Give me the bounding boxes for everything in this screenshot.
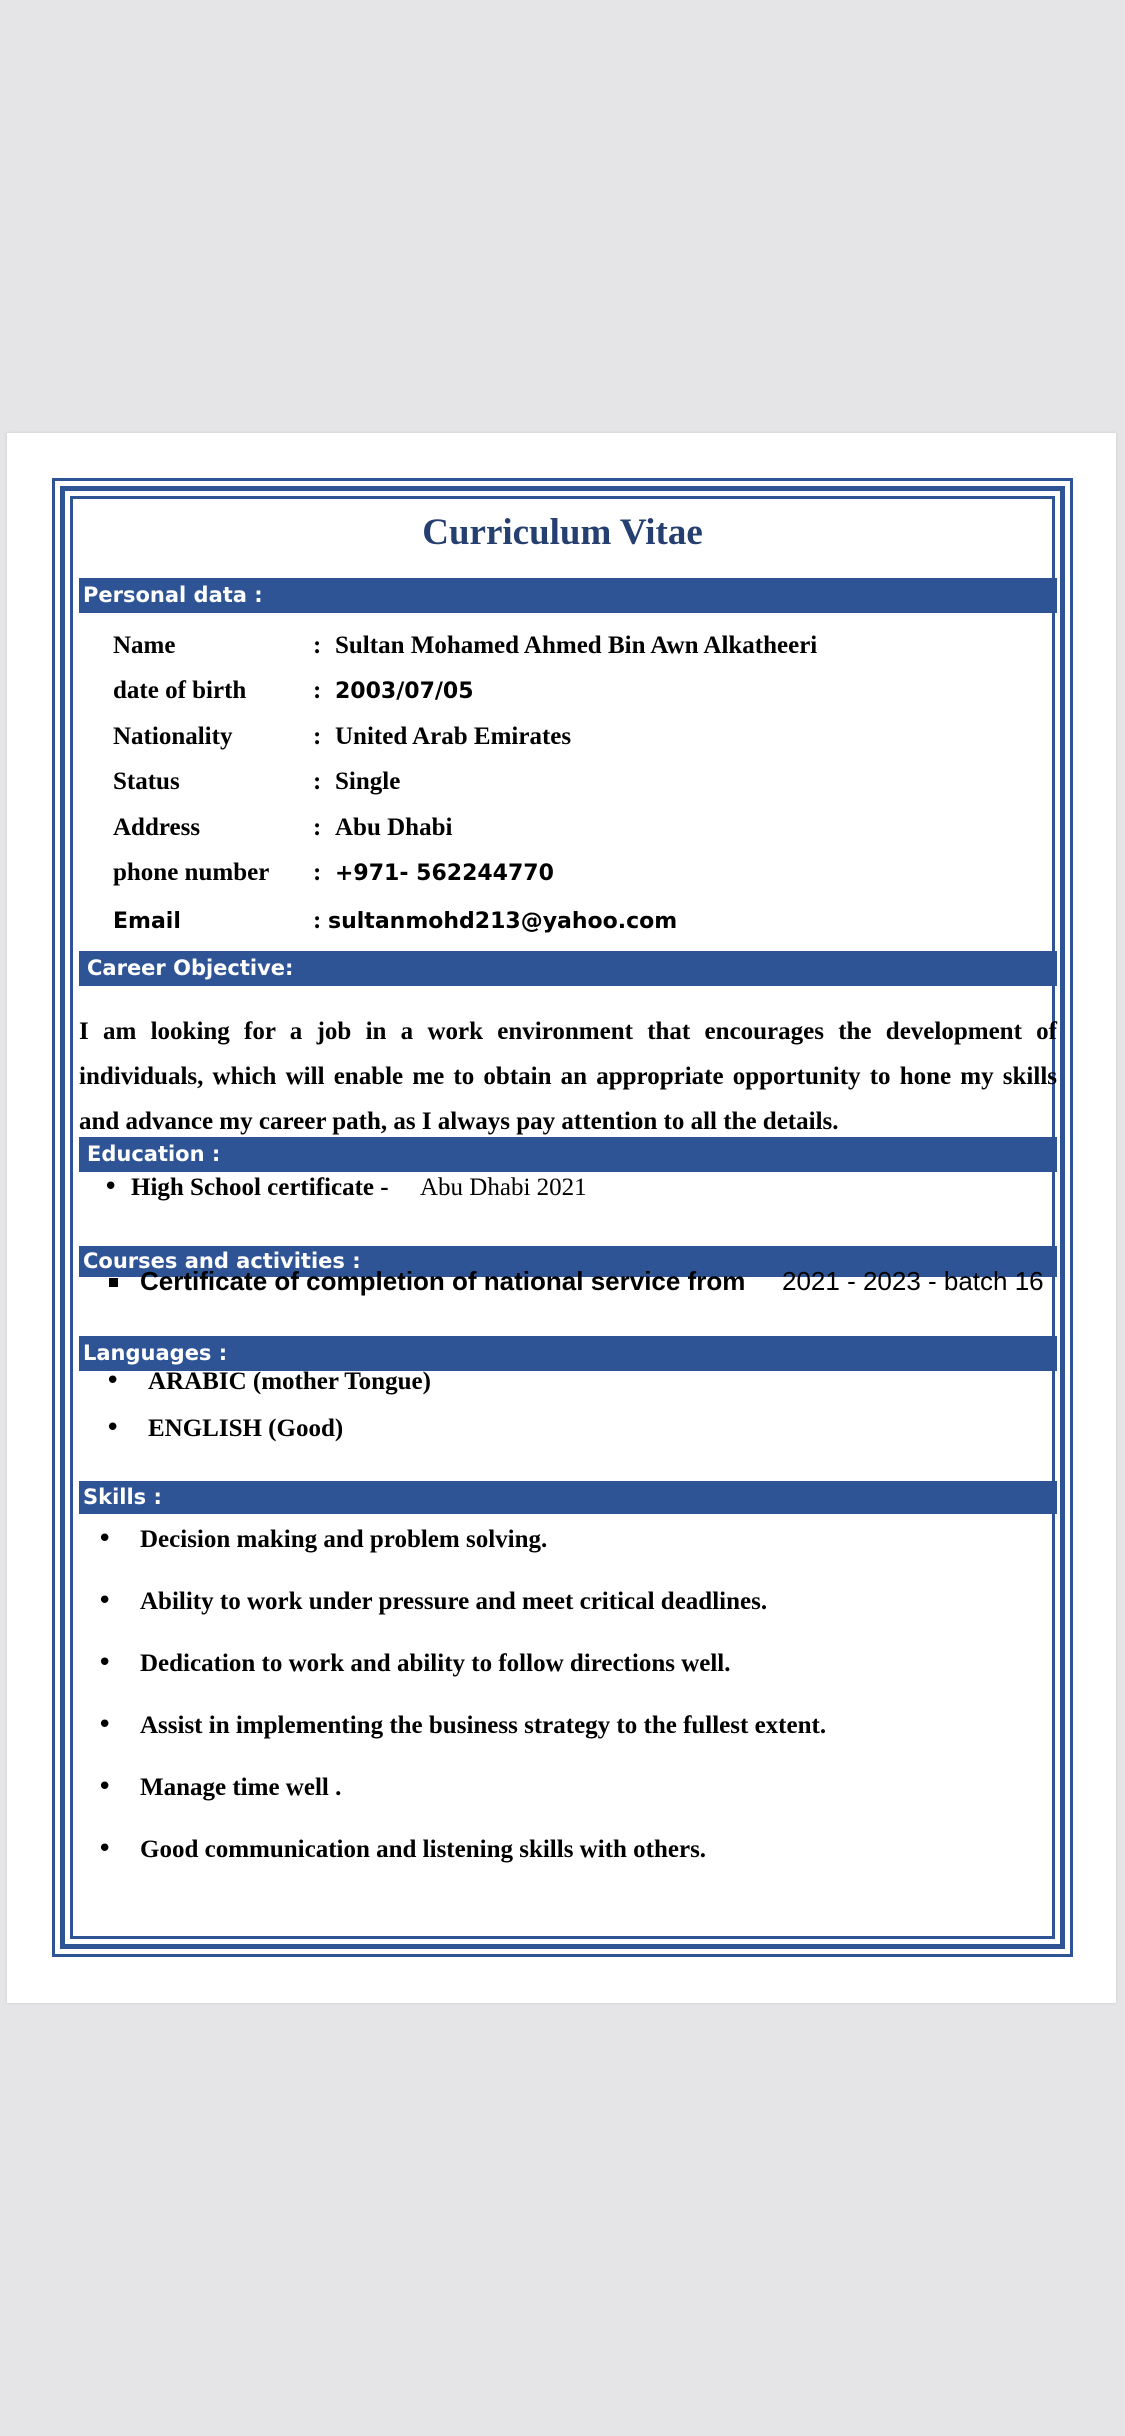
bullet-icon: • <box>105 1413 121 1443</box>
personal-label-status: Status <box>113 768 180 795</box>
section-header-career-objective: Career Objective: <box>79 951 1057 986</box>
skill-item: Good communication and listening skills with others. <box>140 1836 707 1863</box>
personal-label-nationality: Nationality <box>113 723 233 750</box>
bullet-icon: • <box>97 1586 113 1616</box>
colon: : <box>313 768 322 795</box>
personal-label-name: Name <box>113 632 176 659</box>
personal-value-email: sultanmohd213@yahoo.com <box>328 909 678 934</box>
cv-content <box>73 499 1057 1936</box>
personal-value-phone: +971- 562244770 <box>335 861 554 886</box>
skill-item: Dedication to work and ability to follow directions well. <box>140 1650 731 1677</box>
colon: : <box>313 814 322 841</box>
section-header-courses: Courses and activities : <box>79 1246 1057 1277</box>
bullet-icon: • <box>97 1648 113 1678</box>
skill-item: Assist in implementing the business strategy to the fullest extent. <box>140 1712 827 1739</box>
colon: : <box>313 677 322 704</box>
personal-value-nationality: United Arab Emirates <box>335 723 572 750</box>
personal-label-address: Address <box>113 814 201 841</box>
bullet-icon: • <box>105 1366 121 1396</box>
colon: : <box>313 907 322 934</box>
bullet-icon: • <box>103 1172 119 1202</box>
personal-value-name: Sultan Mohamed Ahmed Bin Awn Alkatheeri <box>335 632 818 659</box>
personal-label-dob: date of birth <box>113 677 247 704</box>
personal-value-dob: 2003/07/05 <box>335 679 474 704</box>
personal-value-address: Abu Dhabi <box>335 814 453 841</box>
language-item: ARABIC (mother Tongue) <box>148 1368 431 1395</box>
skill-item: Decision making and problem solving. <box>140 1526 548 1553</box>
bullet-icon: • <box>97 1772 113 1802</box>
career-objective-text: I am looking for a job in a work environment that encourages the development of individuals, which will enable me to obtain an appropriate opportunity to hone my skills and advance my career path, as I always pay attention to all the details. <box>79 1018 1057 1135</box>
section-header-languages: Languages : <box>79 1336 1057 1371</box>
bullet-icon: • <box>97 1834 113 1864</box>
colon: : <box>313 859 322 886</box>
bullet-icon: • <box>97 1524 113 1554</box>
colon: : <box>313 723 322 750</box>
course-label: Certificate of completion of national service from <box>140 1266 746 1296</box>
skill-item: Ability to work under pressure and meet critical deadlines. <box>140 1588 768 1615</box>
colon: : <box>313 632 322 659</box>
cv-page <box>7 433 1116 2003</box>
section-header-personal-data: Personal data : <box>79 578 1057 613</box>
personal-value-status: Single <box>335 768 401 795</box>
bullet-icon: • <box>97 1710 113 1740</box>
personal-label-phone: phone number <box>113 859 270 886</box>
section-header-skills: Skills : <box>79 1481 1057 1514</box>
language-item: ENGLISH (Good) <box>148 1415 344 1442</box>
personal-label-email: Email <box>113 909 181 934</box>
square-bullet-icon <box>109 1278 118 1287</box>
course-period: 2021 - 2023 - batch 16 <box>782 1266 1044 1296</box>
education-label: High School certificate - <box>131 1174 389 1201</box>
document-title: Curriculum Vitae <box>422 512 703 553</box>
section-header-education: Education : <box>79 1137 1057 1172</box>
skill-item: Manage time well . <box>140 1774 342 1801</box>
education-place-year: Abu Dhabi 2021 <box>420 1174 587 1201</box>
